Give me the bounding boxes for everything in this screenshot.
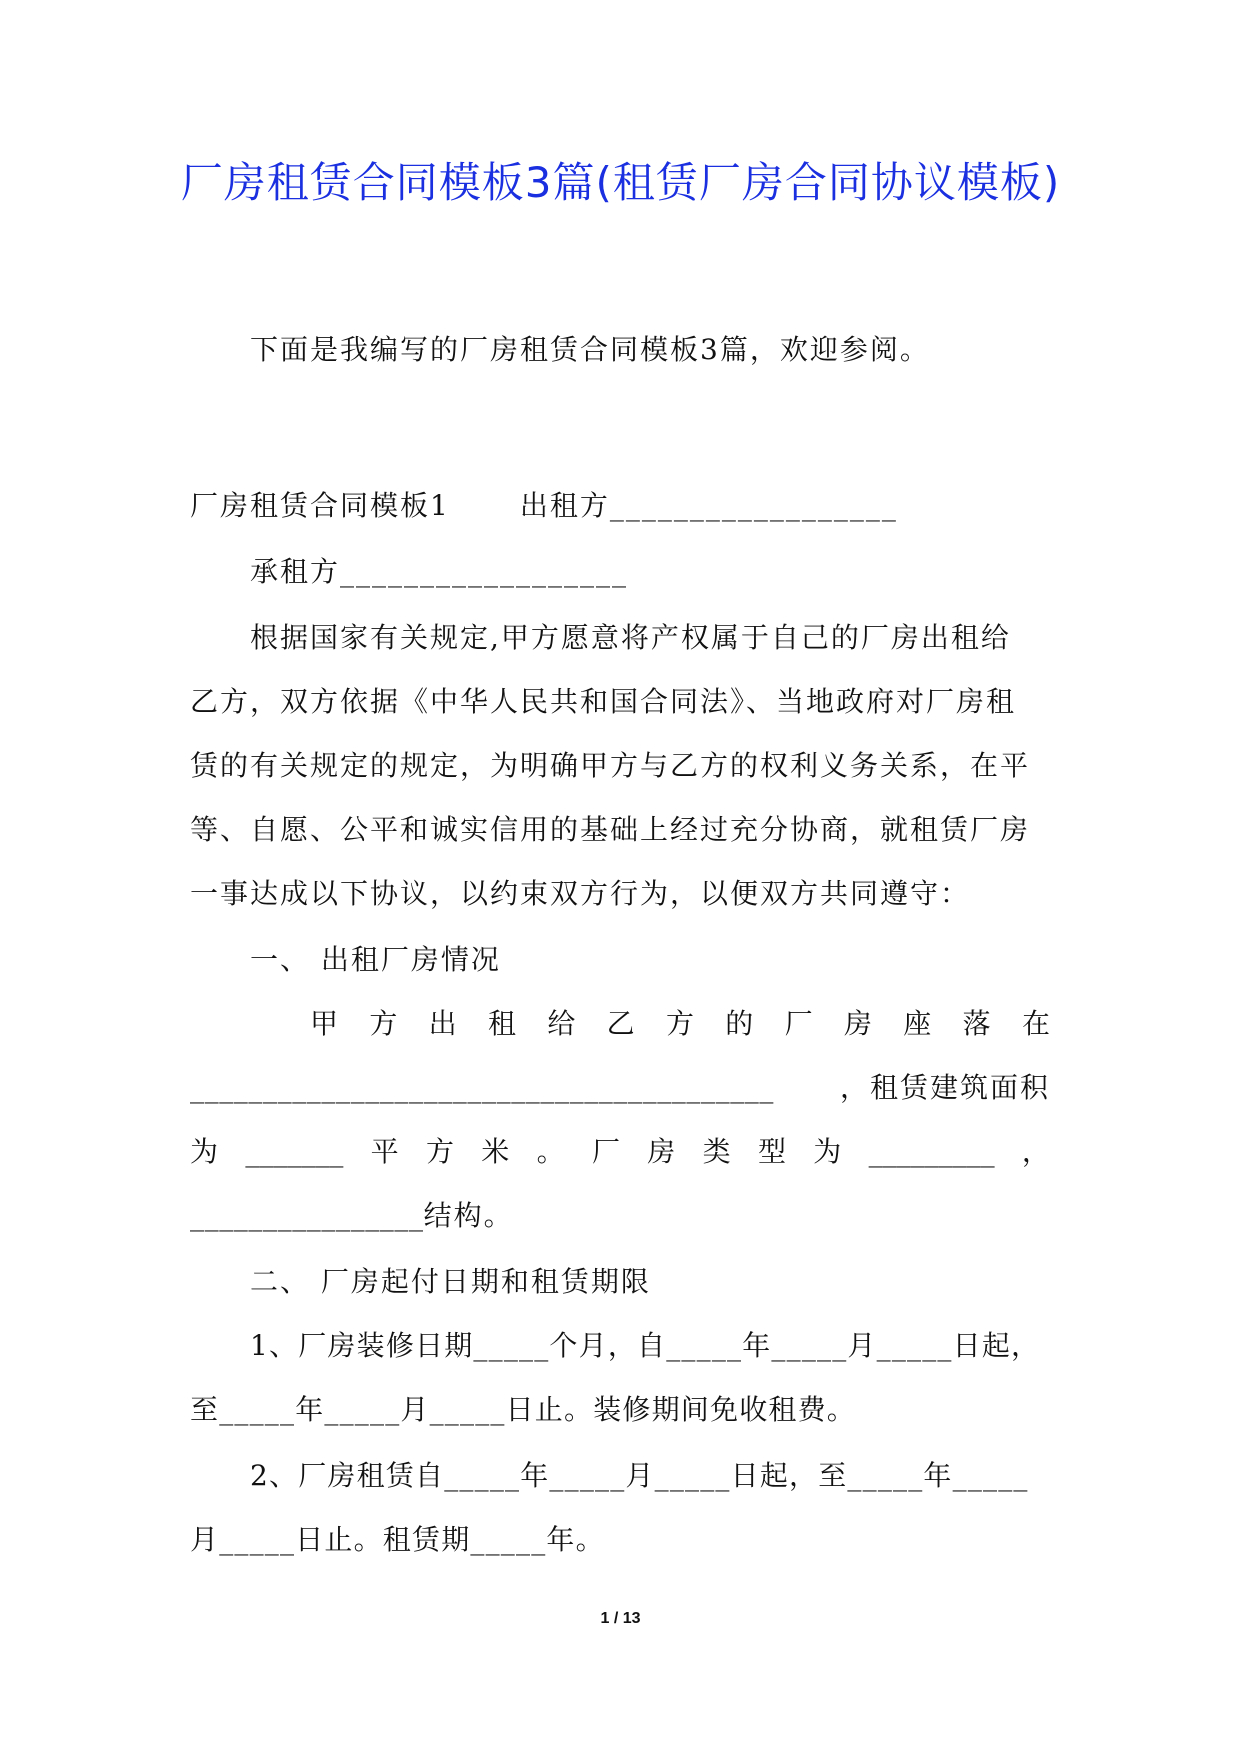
char: 厂 (591, 1135, 620, 1168)
char: 甲 (310, 1007, 339, 1040)
item2-line-1: 2、厂房租赁自_____年_____月_____日起，至_____年_____ (250, 1459, 1029, 1492)
char: 在 (1021, 1007, 1050, 1040)
structure-label: 结构。 (423, 1199, 514, 1232)
char: 为 (813, 1135, 842, 1168)
section-heading-2: 二、 厂房起付日期和租赁期限 (250, 1265, 651, 1298)
area-blank: _______ (245, 1135, 344, 1168)
paragraph-line-2: 乙方，双方依据《中华人民共和国合同法》、当地政府对厂房租 (190, 685, 1017, 718)
char: ， (1021, 1135, 1050, 1168)
char: 座 (903, 1007, 932, 1040)
type-blank: _________ (868, 1135, 995, 1168)
paragraph-line-3: 赁的有关规定的规定，为明确甲方与乙方的权利义务关系，在平 (190, 749, 1031, 782)
char: 房 (843, 1007, 872, 1040)
lessor-label: 出租方 (519, 489, 610, 522)
paragraph-line-4: 等、自愿、公平和诚实信用的基础上经过充分协商，就租赁厂房 (190, 813, 1031, 846)
char: 型 (757, 1135, 786, 1168)
char: 厂 (784, 1007, 813, 1040)
char: 类 (702, 1135, 731, 1168)
char: 方 (425, 1135, 454, 1168)
contract-heading (190, 486, 898, 526)
lessor-blank: __________________ (609, 489, 898, 522)
area-label: ，租赁建筑面积 (839, 1071, 1050, 1104)
char: 米 (481, 1135, 510, 1168)
item2-line-2: 月_____日止。租赁期_____年。 (190, 1523, 605, 1556)
section-heading-1: 一、 出租厂房情况 (250, 943, 501, 976)
paragraph-line-1: 根据国家有关规定,甲方愿意将产权属于自己的厂房出租给 (250, 621, 1011, 654)
char: 方 (665, 1007, 694, 1040)
char: 给 (547, 1007, 576, 1040)
contract-heading-text: 厂房租赁合同模板1 (190, 489, 450, 522)
lessee-line (250, 552, 628, 592)
location-blank: ________________________________________ (190, 1071, 774, 1104)
char: 出 (428, 1007, 457, 1040)
intro-paragraph: 下面是我编写的厂房租赁合同模板3篇，欢迎参阅。 (250, 333, 930, 366)
section1-line-2 (190, 1068, 1050, 1108)
char: 。 (536, 1135, 565, 1168)
char: 乙 (606, 1007, 635, 1040)
lessee-blank: __________________ (340, 555, 629, 588)
char: 为 (190, 1135, 219, 1168)
char: 方 (369, 1007, 398, 1040)
document-title: 厂房租赁合同模板3篇(租赁厂房合同协议模板) (180, 158, 1061, 207)
page-number: 1 / 13 (600, 1610, 641, 1627)
section1-line-4 (190, 1196, 514, 1236)
section1-line-3 (190, 1132, 1050, 1172)
char: 租 (487, 1007, 516, 1040)
structure-blank: ________________ (190, 1199, 424, 1232)
char: 平 (370, 1135, 399, 1168)
section1-line-1 (310, 1004, 1050, 1044)
char: 房 (647, 1135, 676, 1168)
item1-line-2: 至_____年_____月_____日止。装修期间免收租费。 (190, 1393, 857, 1426)
char: 落 (962, 1007, 991, 1040)
char: 的 (725, 1007, 754, 1040)
item1-line-1: 1、厂房装修日期_____个月，自_____年_____月_____日起， (250, 1329, 1041, 1362)
paragraph-line-5: 一事达成以下协议，以约束双方行为，以便双方共同遵守： (190, 877, 971, 910)
lessee-label: 承租方 (250, 555, 341, 588)
